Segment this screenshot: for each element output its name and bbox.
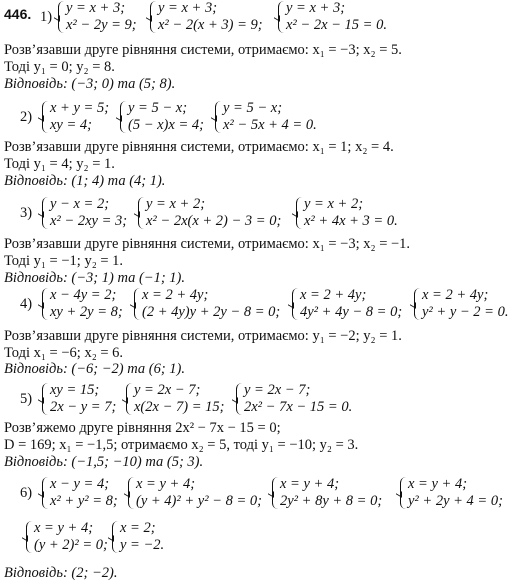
part-label-3: 3) — [20, 205, 33, 221]
solution-line-1-2: Тоді y₁ = 0; y₂ = 8. — [4, 59, 115, 75]
answer-6: Відповідь: (2; −2). — [4, 565, 118, 581]
solution-line-3-2: Тоді y₁ = −1; y₂ = 1. — [4, 253, 124, 269]
answer-4: Відповідь: (−6; −2) та (6; 1). — [4, 361, 185, 377]
problem-number: 446. — [4, 6, 32, 22]
solution-line-4-1: Розв’язавши друге рівняння системи, отримаємо: y₁ = −2; y₂ = 1. — [4, 328, 402, 344]
solution-line-2-2: Тоді y₁ = 4; y₂ = 1. — [4, 156, 115, 172]
solution-line-3-1: Розв’язавши друге рівняння системи, отримаємо: x₁ = −3; x₂ = −1. — [4, 236, 411, 252]
solution-line-2-1: Розв’язавши друге рівняння системи, отримаємо: x₁ = 1; x₂ = 4. — [4, 139, 394, 155]
solution-line-5-2: D = 169; x₁ = −1,5; отримаємо x₂ = 5, тоді y₁ = −10; y₂ = 3. — [4, 437, 359, 453]
solution-line-5-1: Розв’яжемо друге рівняння 2x² − 7x − 15 = 0; — [4, 420, 281, 436]
solution-line-4-2: Тоді x₁ = −6; x₂ = 6. — [4, 345, 124, 361]
part-label-1: 1) — [40, 9, 53, 25]
solution-line-1-1: Розв’язавши друге рівняння системи, отримаємо: x₁ = −3; x₂ = 5. — [4, 42, 402, 58]
part-label-2: 2) — [20, 109, 33, 125]
answer-5: Відповідь: (−1,5; −10) та (5; 3). — [4, 454, 204, 470]
answer-1: Відповідь: (−3; 0) та (5; 8). — [4, 76, 176, 92]
part-label-5: 5) — [20, 391, 33, 407]
part-label-6: 6) — [20, 485, 33, 501]
answer-3: Відповідь: (−3; 1) та (−1; 1). — [4, 270, 185, 286]
part-label-4: 4) — [20, 296, 33, 312]
answer-2: Відповідь: (1; 4) та (4; 1). — [4, 173, 166, 189]
